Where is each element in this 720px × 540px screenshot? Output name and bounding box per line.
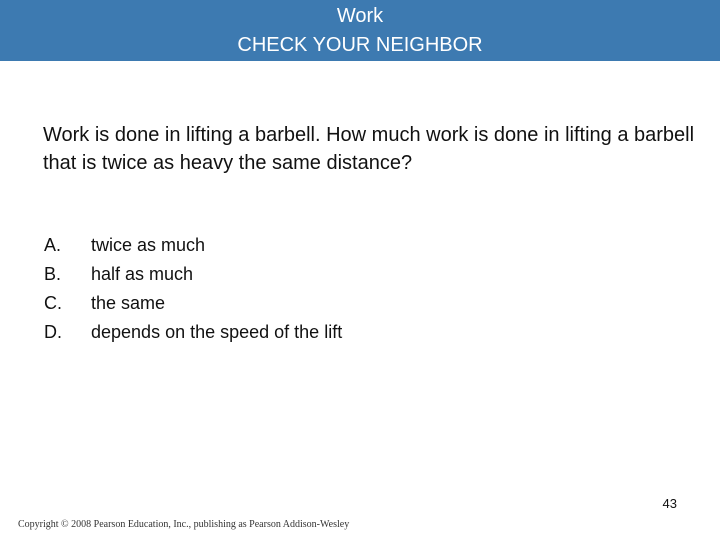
page-number: 43 [662, 496, 677, 511]
option-letter: C. [44, 293, 62, 313]
answer-options [44, 231, 342, 347]
option-text: depends on the speed of the lift [91, 322, 343, 342]
option-a [44, 231, 342, 260]
option-text: the same [91, 293, 166, 313]
option-b [44, 260, 342, 289]
question-text: Work is done in lifting a barbell. How much work is done in lifting a barbell that is twice as heavy the same distance? [43, 124, 695, 174]
option-letter: B. [44, 264, 62, 284]
option-text: half as much [91, 264, 194, 284]
option-letter: D. [44, 322, 62, 342]
option-c [44, 289, 342, 318]
slide-subtitle: CHECK YOUR NEIGHBOR [237, 34, 483, 56]
option-letter: A. [44, 235, 62, 255]
option-d [44, 318, 342, 347]
slide-title-bar [0, 0, 720, 61]
slide-title: Work [336, 5, 384, 27]
option-text: twice as much [91, 235, 206, 255]
copyright-notice: Copyright © 2008 Pearson Education, Inc., publishing as Pearson Addison-Wesley [18, 519, 350, 530]
